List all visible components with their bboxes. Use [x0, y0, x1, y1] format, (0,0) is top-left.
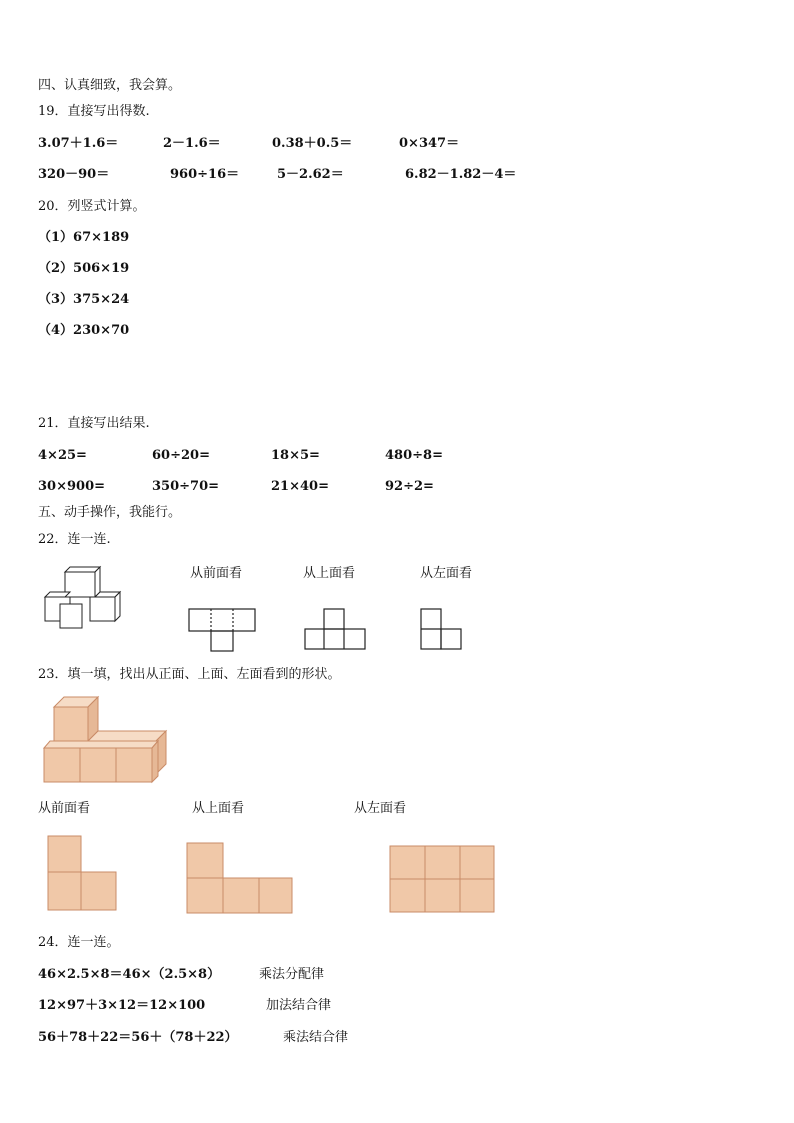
- q22-title: 22．连一连.: [38, 532, 111, 547]
- q20-item: （2）506×19: [38, 261, 130, 276]
- q22-view-label: 从左面看: [420, 566, 473, 581]
- q20-title: 20．列竖式计算。: [38, 199, 146, 214]
- q21-expr: 4×25=: [38, 448, 87, 463]
- q23-title: 23．填一填，找出从正面、上面、左面看到的形状。: [38, 667, 341, 682]
- q21-expr: 480÷8=: [385, 448, 443, 463]
- q24-law: 乘法分配律: [259, 967, 325, 982]
- q24-equation: 12×97＋3×12＝12×100: [38, 998, 206, 1013]
- q23-front-view: [47, 835, 119, 913]
- q19-expr: 320－90＝: [38, 167, 110, 182]
- q24-title: 24．连一连。: [38, 935, 120, 950]
- q19-expr: 2－1.6＝: [163, 136, 221, 151]
- q20-item: （4）230×70: [38, 323, 130, 338]
- q24-equation: 46×2.5×8＝46×（2.5×8）: [38, 967, 221, 982]
- section5-heading: 五、动手操作，我能行。: [38, 505, 182, 520]
- q21-expr: 60÷20=: [152, 448, 210, 463]
- q21-expr: 18×5=: [271, 448, 320, 463]
- q19-expr: 6.82－1.82－4＝: [405, 167, 517, 182]
- q24-law: 加法结合律: [266, 998, 332, 1013]
- q23-top-view: [186, 842, 294, 916]
- q19-expr: 960÷16＝: [170, 167, 240, 182]
- q24-law: 乘法结合律: [283, 1030, 349, 1045]
- q19-expr: 0.38＋0.5＝: [272, 136, 353, 151]
- q23-view-label: 从左面看: [354, 801, 407, 816]
- q21-expr: 92÷2=: [385, 479, 434, 494]
- q22-top-view: [304, 608, 368, 652]
- q22-cube-figure: [40, 564, 140, 634]
- q22-view-label: 从上面看: [303, 566, 356, 581]
- q21-expr: 21×40=: [271, 479, 329, 494]
- q24-equation: 56＋78＋22＝56＋（78＋22）: [38, 1030, 238, 1045]
- q22-left-view: [420, 608, 464, 652]
- q23-view-label: 从上面看: [192, 801, 245, 816]
- q20-item: （1）67×189: [38, 230, 130, 245]
- q22-front-view: [188, 608, 258, 652]
- q23-cube-figure: [42, 694, 172, 786]
- q21-expr: 30×900=: [38, 479, 106, 494]
- q23-view-label: 从前面看: [38, 801, 91, 816]
- section4-heading: 四、认真细致，我会算。: [38, 78, 182, 93]
- q21-title: 21．直接写出结果.: [38, 416, 150, 431]
- q19-expr: 3.07＋1.6＝: [38, 136, 119, 151]
- q21-expr: 350÷70=: [152, 479, 220, 494]
- q19-expr: 5－2.62＝: [277, 167, 344, 182]
- q23-left-view: [389, 845, 497, 915]
- q20-item: （3）375×24: [38, 292, 130, 307]
- q19-expr: 0×347＝: [399, 136, 460, 151]
- q19-title: 19．直接写出得数.: [38, 104, 150, 119]
- q22-view-label: 从前面看: [190, 566, 243, 581]
